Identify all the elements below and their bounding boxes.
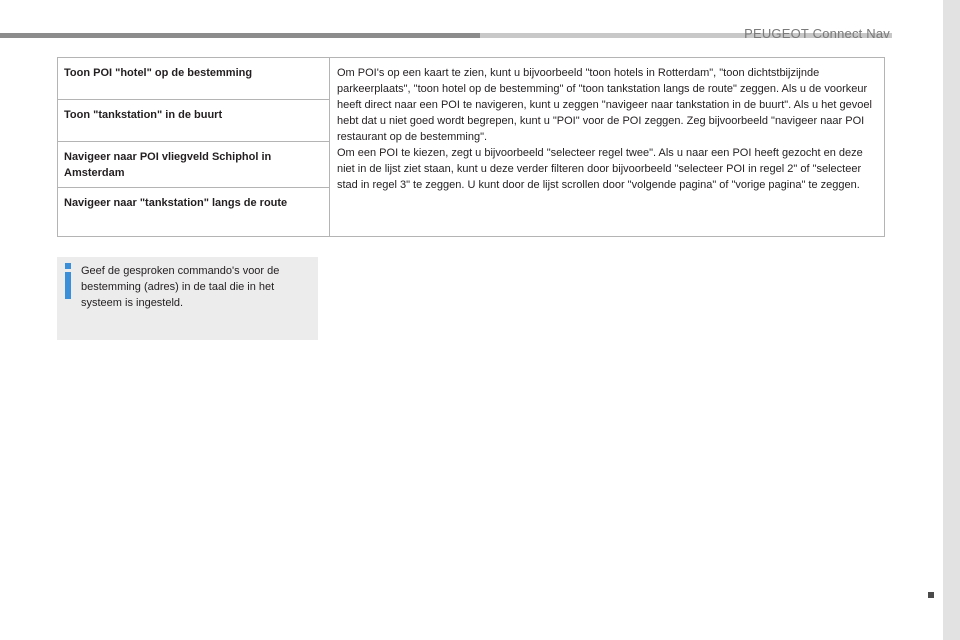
command-cell: Navigeer naar POI vliegveld Schiphol in Amsterdam xyxy=(58,142,329,188)
voice-command-table xyxy=(57,57,885,237)
info-note-text: Geef de gesproken commando's voor de bestemming (adres) in de taal die in het systeem is ingesteld. xyxy=(81,265,280,309)
command-description: Om POI's op een kaart te zien, kunt u bijvoorbeeld "toon hotels in Rotterdam", "toon dichtstbijzijnde parkeerplaats", "toon hotel op de bestemming" of "toon tankstation langs de route" zeggen. Als u de voorkeur heeft direct naar een POI te navigeren, kunt u zeggen "navigeer naar tankstation in de buurt". Als u het gevoel hebt dat u niet goed wordt begrepen, kunt u "POI" voor de POI zeggen. Zeg bijvoorbeeld "navigeer naar POI restaurant op de bestemming". Om een POI te kiezen, zegt u bijvoorbeeld "selecteer regel twee". Als u naar een POI heeft gezocht en deze niet in de lijst ziet staan, kunt u deze verder filteren door bijvoorbeeld "selecteer POI in regel 2" of "selecteer stad in regel 3" te zeggen. U kunt door de lijst scrollen door "volgende pagina" of "vorige pagina" te zeggen. xyxy=(337,67,872,191)
command-cell: Toon "tankstation" in de buurt xyxy=(58,100,329,142)
side-margin-band xyxy=(943,0,960,640)
page-end-marker xyxy=(928,592,934,598)
header-rule-dark xyxy=(0,33,480,38)
command-cell: Navigeer naar "tankstation" langs de route xyxy=(64,197,288,209)
info-icon xyxy=(64,263,72,299)
page-header-title: PEUGEOT Connect Nav xyxy=(744,26,890,41)
command-column xyxy=(58,58,330,236)
command-cell: Toon POI "hotel" op de bestemming xyxy=(58,58,329,100)
info-note-box xyxy=(57,257,318,340)
